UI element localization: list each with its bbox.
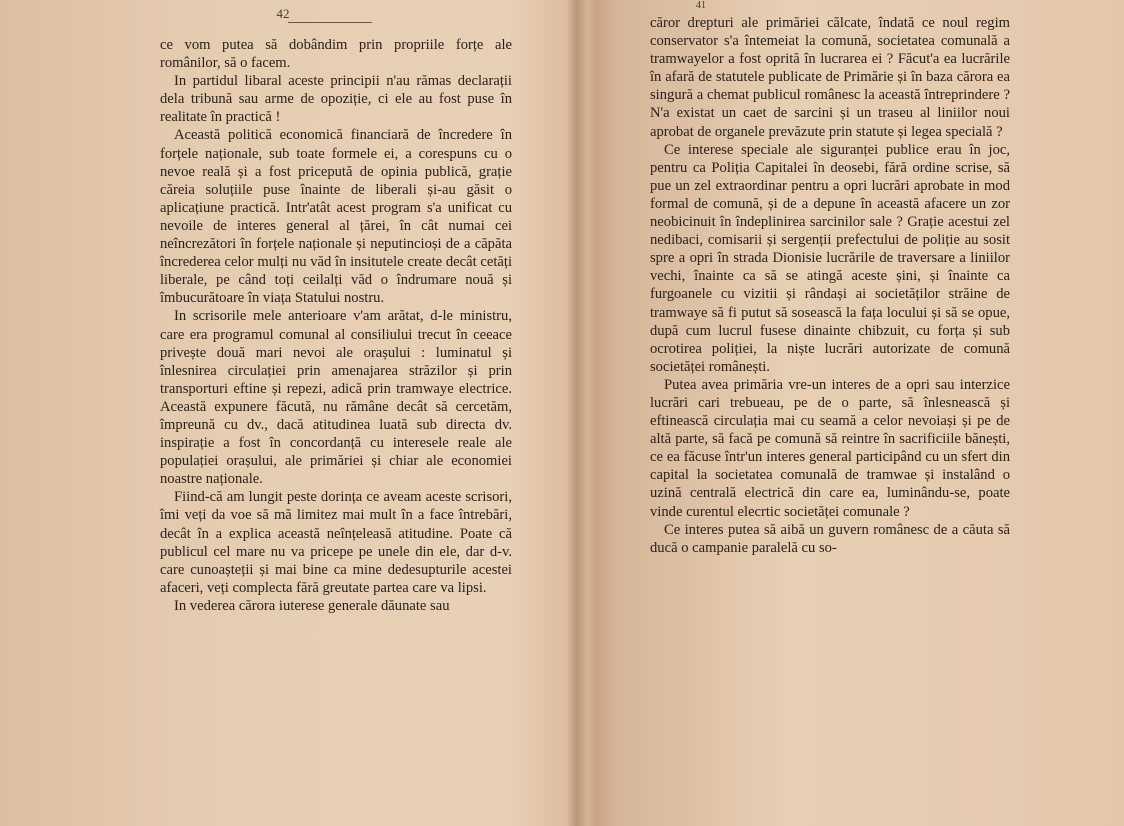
book-gutter bbox=[566, 0, 588, 826]
right-text-column bbox=[650, 14, 1010, 557]
paragraph: Această politică economică financiară de încredere în forțele naționale, sub toate formele ei, a corespuns cu o nevoe reală și a fost pricepută de opinia publică, grație căreia soluțiile puse înainte de liberali și-au găsit o aplicațiune practică. Intr'atât acest program s'a unificat cu nevoile de interes general al țărei, în cât numai cei neîncrezători în forțele naționale și neputincioși de a căpăta încrederea celor mulți nu văd în insitutele create decât cetăți liberale, pe când toți ceilalți văd o îndrumare nouă și îmbucurătoare în viața Statului nostru. bbox=[160, 127, 512, 307]
right-page bbox=[588, 0, 1124, 826]
page-number-fragment: 41 bbox=[696, 0, 706, 11]
paragraph: In partidul libaral aceste principii n'au rămas declarații dela tribună sau arme de opoziție, ci ele au fost puse în realitate în practică ! bbox=[160, 73, 512, 126]
paragraph: ce vom putea să dobândim prin propriile forțe ale românilor, să o facem. bbox=[160, 37, 512, 72]
paragraph: Putea avea primăria vre-un interes de a opri sau interzice lucrări cari trebueau, pe de o parte, să înlesnească și eftinească circulația mai cu seamă a celor nevoiași și pe de altă parte, să facă pe comună să reintre în sacrificiile bănești, ce ea făcuse într'un interes general participând cu un sfert din capital la societatea comunală de tramwae și instalând o uzină centrală electrică din care ea, luminându-se, poate vinde curentul elecrtic societăței comunale ? bbox=[650, 376, 1010, 520]
paragraph: căror drepturi ale primăriei călcate, îndată ce noul regim conservator s'a întemeiat la comună, societatea comunală a tramwayelor a fost oprită în lucrarea ei ? Făcut'a ea lucrările în afară de statutele publicate de Primărie și în baza cărora ea singură a chemat publicul românesc la această întreprindere ? N'a existat un caet de sarcini și un traseu al liniilor noui aprobat de organele prevăzute prin statute și legea specială ? bbox=[650, 15, 1010, 140]
left-text-column bbox=[160, 36, 512, 615]
paragraph: Ce interese speciale ale siguranței publice erau în joc, pentru ca Poliția Capitalei în deosebi, fără ordine scrise, să pue un zel extraordinar pentru a opri lucrări aprobate in mod formal de comună, și de a depune în această afacere un zor neobicinuit în îndeplinirea sarcinilor sale ? Grație acestui zel nedibaci, comisarii și sergenții prefectului de poliție au sosit spre a opri în strada Dionisie lucrările de traversare a liniilor vechi, înainte ca să se atingă aceste șini, și înainte ca furgoanele cu vizitii și rândași ai societăților străine de tramwaye să fi putut să sosească la fața locului și să se opue, după cum lucrul fusese dinainte chibzuit, cu forța și sub ocrotirea poliției, la niște lucrări autorizate de comună societăței românești. bbox=[650, 141, 1010, 375]
paragraph: In vederea cărora iuterese generale dăunate sau bbox=[174, 597, 450, 614]
paragraph: Fiind-că am lungit peste dorința ce aveam aceste scrisori, îmi veți da voe să mă limitez mai mult în a face întrebări, decât în a explica această neînțeleasă atitudine. Poate că publicul cel mare nu va pricepe pe unele din ele, dar d-v. care cunoașteții și mai bine ca mine dedesupturile acestei afaceri, veți complecta fără greutate partea care va lipsi. bbox=[160, 489, 512, 596]
page-number: 42 bbox=[276, 6, 290, 21]
page-number-rule bbox=[288, 22, 372, 23]
paragraph: In scrisorile mele anterioare v'am arătat, d-le ministru, care era programul comunal al consiliului trecut în ceeace privește două mari nevoi ale orașului : luminatul și înlesnirea circulației prin amenajarea străzilor și prin transporturi eftine și repezi, adică prin tramwaye electrice. Această expunere făcută, nu rămâne decât să cercetăm, împreună cu dv., dacă atitudinea luată sub directa dv. inspirație a fost în concordanță cu interesele reale ale populației orașului, ale primăriei și chiar ale economiei noastre naționale. bbox=[160, 308, 512, 488]
paragraph: Ce interes putea să aibă un guvern românesc de a căuta să ducă o campanie paralelă cu so- bbox=[650, 521, 1010, 556]
